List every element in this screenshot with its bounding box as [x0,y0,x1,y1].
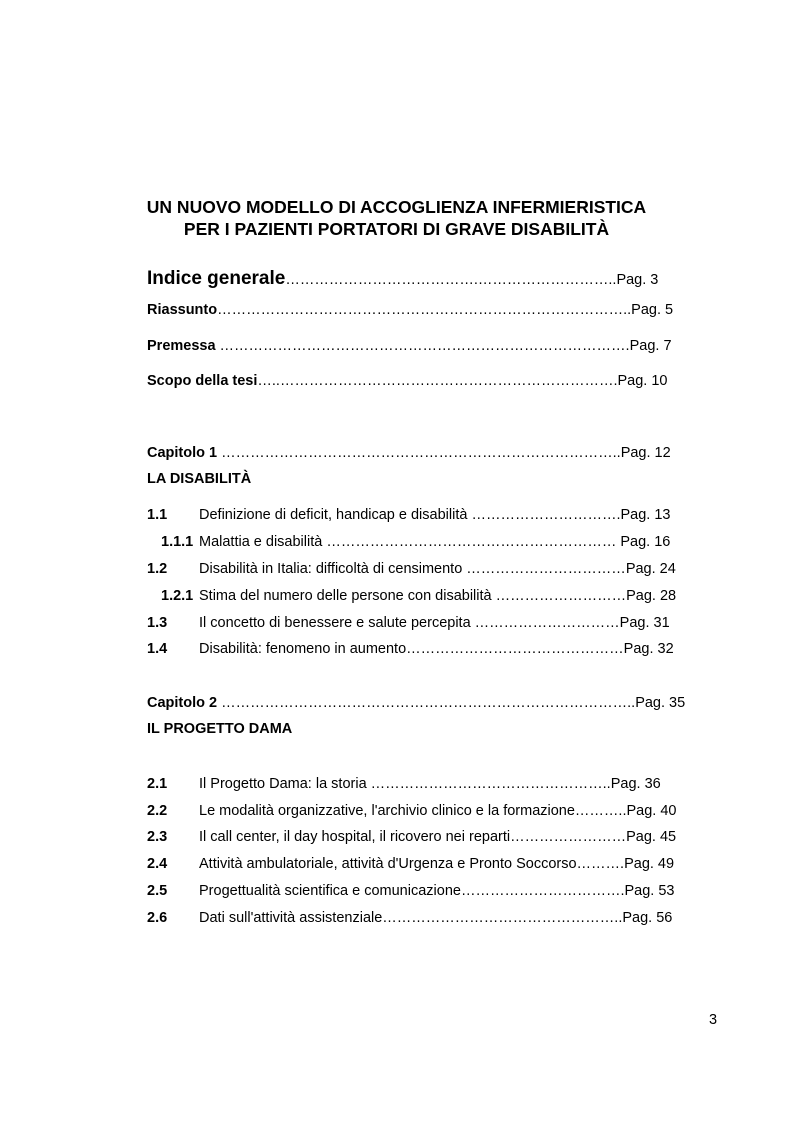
toc-item-text: Le modalità organizzative, l'archivio clinico e la formazione……….. [199,803,627,819]
toc-item[interactable] [147,909,672,927]
toc-label: Indice generale [147,268,286,289]
chapter-2-heading: IL PROGETTO DAMA [147,721,293,737]
toc-entry-capitolo-2[interactable] [147,694,685,712]
toc-item-text: Il concetto di benessere e salute percepita ………………………… [199,615,620,631]
toc-dots: …..……………………………………………………………. [257,373,618,389]
toc-page: Pag. 5 [631,302,674,318]
toc-item[interactable] [147,560,676,578]
toc-item-text: Disabilità in Italia: difficoltà di censimento …………………………… [199,561,626,577]
chapter-1-heading: LA DISABILITÀ [147,471,252,487]
title-line-2: PER I PAZIENTI PORTATORI DI GRAVE DISABILITÀ [183,219,610,239]
toc-item-number: 2.1 [147,776,168,792]
title-line-1: UN NUOVO MODELLO DI ACCOGLIENZA INFERMIERISTICA [146,197,647,217]
toc-item-page: Pag. 40 [626,803,677,819]
toc-item[interactable] [147,640,674,658]
toc-item[interactable] [147,802,676,820]
toc-dots: ………………………………………………………………………….. [217,695,636,711]
toc-page: Pag. 3 [616,272,659,288]
toc-item-number: 2.4 [147,856,168,872]
toc-entry-premessa[interactable] [147,337,672,355]
toc-item-text: Definizione di deficit, handicap e disabilità …………………………. [199,507,621,523]
document-title [0,196,793,240]
toc-label: Scopo della tesi [147,373,258,389]
toc-item-number: 1.4 [147,641,168,657]
toc-item[interactable] [147,855,674,873]
toc-item[interactable] [147,828,676,846]
toc-item[interactable] [147,614,670,632]
toc-label: Capitolo 1 [147,445,218,461]
toc-entry-riassunto[interactable] [147,301,673,319]
toc-item-text: Stima del numero delle persone con disabilità ……………………… [199,588,627,604]
toc-page: Pag. 12 [620,445,671,461]
toc-item-page: Pag. 56 [622,910,673,926]
toc-label: Premessa [147,338,216,354]
toc-item-page: Pag. 24 [625,561,676,577]
toc-dots: ………………………………………………………………………….. [217,302,632,318]
toc-item-text: Dati sull'attività assistenziale………………………………………….. [199,910,623,926]
toc-item[interactable] [147,506,670,524]
toc-item-number: 2.2 [147,803,168,819]
toc-item[interactable] [161,533,670,551]
toc-item-number: 1.2 [147,561,168,577]
toc-item-page: Pag. 49 [624,856,675,872]
toc-page: Pag. 35 [635,695,686,711]
toc-item-page: Pag. 28 [626,588,677,604]
toc-item-number: 1.3 [147,615,168,631]
toc-item-page: Pag. 53 [624,883,675,899]
toc-item-text: Progettualità scientifica e comunicazione……………………………. [199,883,625,899]
toc-item-number: 2.3 [147,829,168,845]
toc-item-number: 2.6 [147,910,168,926]
toc-item-text: Malattia e disabilità …………………………………………………… [199,534,617,550]
toc-entry-capitolo-1[interactable] [147,444,671,462]
toc-item[interactable] [147,775,661,793]
toc-item-page: Pag. 45 [626,829,677,845]
toc-item-number: 1.1.1 [161,534,194,550]
toc-page: Pag. 7 [629,338,672,354]
toc-item-page: Pag. 16 [616,534,671,550]
toc-item-text: Disabilità: fenomeno in aumento……………………………………… [199,641,624,657]
page-number: 3 [709,1012,718,1028]
toc-item-page: Pag. 32 [623,641,674,657]
toc-dots: ………………………………….……………………….. [285,272,617,288]
toc-dots: …………………………………………………………………………. [215,338,630,354]
toc-dots: ……………………………………………………………………….. [217,445,621,461]
toc-item[interactable] [161,587,676,605]
toc-item-number: 1.1 [147,507,168,523]
toc-item-text: Il call center, il day hospital, il ricovero nei reparti…………………… [199,829,627,845]
toc-entry-indice[interactable] [147,270,658,289]
toc-label: Capitolo 2 [147,695,218,711]
toc-item-page: Pag. 36 [610,776,661,792]
toc-item[interactable] [147,882,674,900]
toc-page: Pag. 10 [617,373,668,389]
toc-item-page: Pag. 13 [620,507,671,523]
toc-item-text: Attività ambulatoriale, attività d'Urgenza e Pronto Soccorso………. [199,856,625,872]
toc-item-number: 1.2.1 [161,588,194,604]
toc-item-number: 2.5 [147,883,168,899]
toc-label: Riassunto [147,302,218,318]
toc-item-text: Il Progetto Dama: la storia ………………………………………….. [199,776,611,792]
toc-entry-scopo[interactable] [147,372,668,390]
toc-item-page: Pag. 31 [619,615,670,631]
